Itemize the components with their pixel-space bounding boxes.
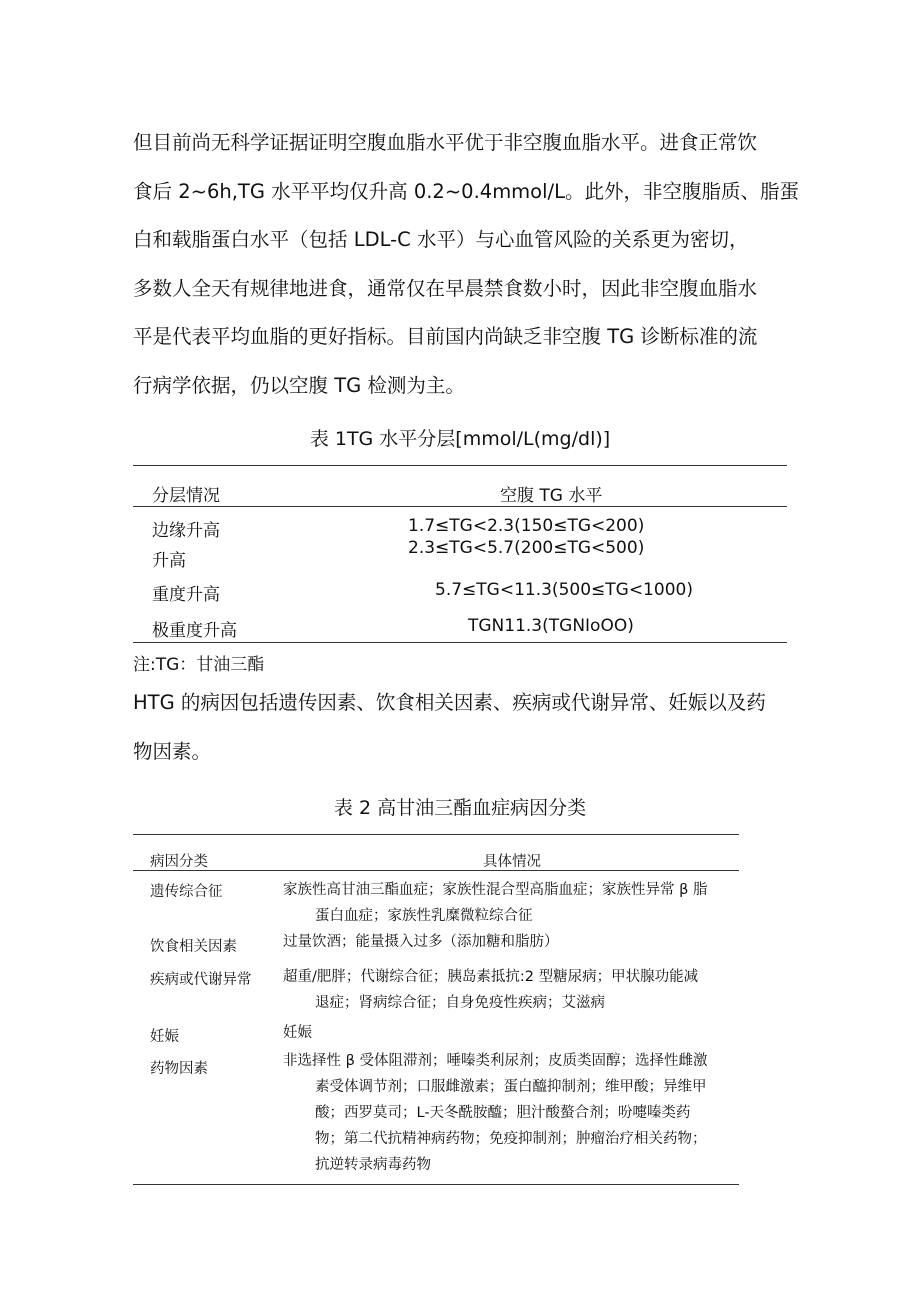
table-1-note: 注:TG：甘油三酯 (133, 655, 265, 675)
table-2-header-category: 病因分类 (150, 854, 208, 870)
table-1-caption: 表 1TG 水平分层[mmol/L(mg/dl)] (309, 428, 611, 450)
paragraph-line: 白和载脂蛋白水平（包括 LDL-C 水平）与心血管风险的关系更为密切， (133, 228, 749, 251)
detail-line: 退症；肾病综合征；自身免疫性疾病；艾滋病 (315, 995, 605, 1011)
table-2-row-detail (283, 929, 743, 955)
table-2-row-category: 遗传综合征 (150, 884, 223, 900)
paragraph-line: 食后 2~6h,TG 水平平均仅升高 0.2~0.4mmol/L。此外，非空腹脂质、脂蛋 (133, 179, 799, 203)
table-2-row-category: 药物因素 (150, 1061, 208, 1077)
table-2-row-category: 饮食相关因素 (150, 939, 237, 955)
table-1-top-rule (133, 465, 787, 466)
body-paragraph-2 (133, 686, 793, 783)
table-1-row-value: TGN11.3(TGNIoOO) (468, 616, 634, 636)
table-1-row-value: 5.7≤TG<11.3(500≤TG<1000) (435, 580, 693, 600)
table-2-row-detail (283, 1020, 743, 1046)
table-1-row-level: 边缘升高 (152, 521, 220, 541)
table-2-bottom-rule (133, 1184, 739, 1185)
paragraph-line: 物因素。 (133, 739, 212, 763)
table-1-row-level: 重度升高 (152, 585, 220, 605)
paragraph-line: 但目前尚无科学证据证明空腹血脂水平优于非空腹血脂水平。进食正常饮 (133, 131, 758, 154)
table-1-header-value: 空腹 TG 水平 (500, 486, 603, 506)
table-2-row-category: 疾病或代谢异常 (150, 972, 252, 988)
paragraph-line: 行病学依据，仍以空腹 TG 检测为主。 (133, 373, 465, 397)
table-2-row-detail (283, 964, 743, 1016)
detail-line: 抗逆转录病毒药物 (315, 1157, 431, 1173)
detail-line: 物；第二代抗精神病药物；免疫抑制剂；肿瘤治疗相关药物； (315, 1131, 707, 1147)
table-2-row-detail (283, 877, 743, 929)
detail-line: 妊娠 (283, 1025, 312, 1041)
paragraph-line: HTG 的病因包括遗传因素、饮食相关因素、疾病或代谢异常、妊娠以及药 (133, 691, 766, 714)
table-2-caption: 表 2 高甘油三酯血症病因分类 (333, 797, 587, 819)
table-1-header-rule (133, 506, 787, 507)
table-2-header-detail: 具体情况 (483, 854, 541, 870)
detail-line: 蛋白血症；家族性乳糜微粒综合征 (315, 908, 533, 924)
table-1-bottom-rule (133, 642, 787, 643)
table-2-top-rule (133, 834, 739, 835)
table-2-row-detail (283, 1048, 743, 1178)
detail-line: 家族性高甘油三酯血症；家族性混合型高脂血症；家族性异常 β 脂 (283, 882, 708, 898)
detail-line: 酸；西罗莫司；L-天冬酰胺醯；胆汁酸螯合剂；吩嚏嗪类药 (315, 1105, 691, 1121)
body-paragraph-1 (133, 126, 799, 417)
table-1-row-value: 1.7≤TG<2.3(150≤TG<200) (408, 516, 645, 536)
paragraph-line: 平是代表平均血脂的更好指标。目前国内尚缺乏非空腹 TG 诊断标准的流 (133, 325, 758, 348)
table-1-row-level: 升高 (152, 551, 186, 571)
table-2-header-rule (133, 870, 739, 871)
table-1-row-level: 极重度升高 (152, 621, 237, 641)
detail-line: 过量饮酒；能量摄入过多（添加糖和脂肪） (283, 934, 559, 950)
detail-line: 非选择性 β 受体阻滞剂；唾嗪类利尿剂；皮质类固醇；选择性雌激 (283, 1053, 708, 1069)
paragraph-line: 多数人全天有规律地进食，通常仅在早晨禁食数小时，因此非空腹血脂水 (133, 276, 758, 300)
table-1-row-value: 2.3≤TG<5.7(200≤TG<500) (408, 538, 645, 558)
table-1-header-level: 分层情况 (152, 486, 220, 506)
table-2-row-category: 妊娠 (150, 1029, 179, 1045)
detail-line: 超重/肥胖；代谢综合征；胰岛素抵抗:2 型糖尿病；甲状腺功能减 (283, 969, 699, 985)
detail-line: 素受体调节剂；口服雌激素；蛋白醯抑制剂；维甲酸；异维甲 (315, 1079, 707, 1095)
